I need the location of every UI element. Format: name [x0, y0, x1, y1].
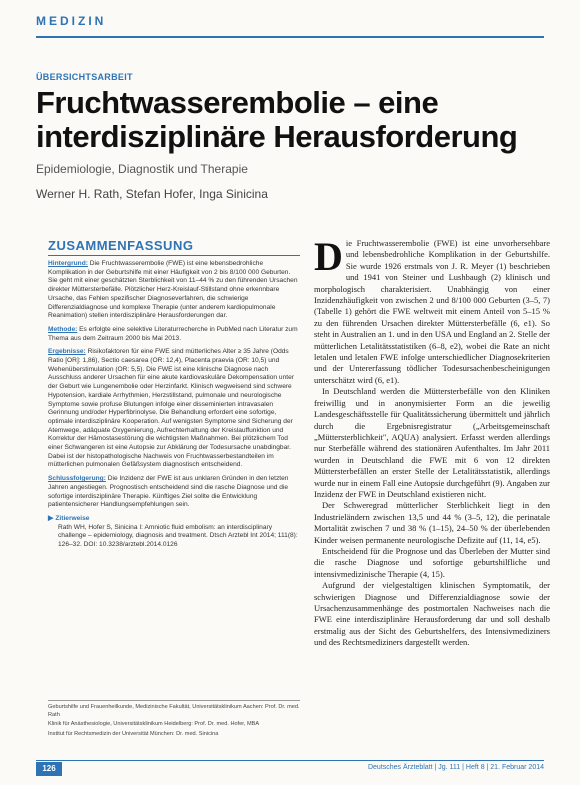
footnote: Klinik für Anästhesiologie, Universitätsklinikum Heidelberg: Prof. Dr. med. Hofer, MBA: [48, 721, 260, 728]
footnote-rule: [48, 700, 300, 701]
article-subtitle: Epidemiologie, Diagnostik und Therapie: [36, 162, 248, 176]
citation-text: Rath WH, Hofer S, Sinicina I: Amniotic fluid embolism: an interdisciplinary challenge – epidemiology, diagnosis and treatment. Dtsch Arztebl Int 2014; 111(8): 126–32. DOI: 10.3238/arztebl.2014.0126: [58, 523, 298, 549]
article-title: Fruchtwasserembolie – eine interdisziplinäre Herausforderung: [36, 85, 518, 154]
footer-rule: [36, 760, 544, 761]
summary-paragraph: [48, 260, 300, 321]
summary-text: Die Inzidenz der FWE ist aus unklaren Gründen in den letzten Jahren angestiegen. Prognostisch entscheidend sind die rasche Diagnose und die sofortige interdisziplinäre Therapie. Künftiges Ziel sollte die Entwicklung patientensicherer Handlungsempfehlungen sein.: [48, 475, 289, 509]
body-column: [314, 234, 550, 649]
body-paragraph: Aufgrund der vielgestaltigen klinischen Symptomatik, der schwierigen Diagnose und Differenzialdiagnose sowie der Ursachenzusammenhänge des postmortalen Nachweises nach die FWE eine interdisziplinäre Herausforderung dar und soll deshalb erstmalig aus der Sicht des Geburtshelfers, des Intensivmediziners und des Rechtsmediziners dargestellt werden.: [314, 580, 550, 648]
citation-label: ▶ Zitierweise: [48, 514, 90, 522]
summary-text: Risikofaktoren für eine FWE sind mütterliches Alter ≥ 35 Jahre (Odds Ratio [OR]: 1,86), Sectio caesarea (OR: 12,4), Placenta praevia (OR: 10,5) und Wehenüberstimulation (OR: 5,5). Die FWE ist eine klinische Diagnose nach Ausschluss anderer Ursachen für eine akute kardiovaskuläre Dekompensation unter der Geburt wie Lungenembolie oder Herzinfarkt. Klinisch wegweisend sind schwere Hypotension, kardiale Arrhythmien, Herzstillstand, pulmonale und neurologische Symptome sowie profuse Blutungen infolge einer disseminierten intravasalen Gerinnung und/oder Hyperfibrinolyse. Die Behandlung erfordert eine sofortige, optimale interdisziplinäre Kooperation. Auf wenigsten Symptome sind Sicherung der Atemwege, adäquate Oxygenierung, Aufrechterhaltung der Kreislauffunktion und Korrektur der Hämostasestörung die wichtigsten Maßnahmen. Bei plötzlichem Tod einer Schwangeren ist eine Autopsie zur Abklärung der Todesursache unabdingbar. Dabei ist der histopathologische Nachweis von Fruchtwasserbestandteilen im mütterlichen pulmonalen Gefäßsystem diagnostisch entscheidend.: [48, 348, 294, 469]
summary-text: Die Fruchtwasserembolie (FWE) ist eine lebensbedrohliche Komplikation in der Geburtshilfe mit einer Häufigkeit von 2 bis 8/100 000 Geburten. Sie geht mit einer geschätzten Sterblichkeit von 11–44 % zu den führenden Ursachen direkter Müttersterbefälle. Plötzlicher Herz-Kreislauf-Stillstand ohne erkennbare Ursache, das Fehlen spezifischer Diagnoseverfahren, die schwierige Differenzialdiagnose und komplexe Therapie (unter anderem kardiopulmonale Reanimation) stellen interdisziplinäre Herausforderungen dar.: [48, 260, 298, 320]
footnotes: [48, 704, 300, 740]
article-kicker: ÜBERSICHTSARBEIT: [36, 72, 133, 82]
page-number: 126: [36, 762, 62, 776]
body-paragraph: Die Fruchtwasserembolie (FWE) ist eine unvorhersehbare und lebensbedrohliche Komplikation in der Geburtshilfe. Sie wurde 1926 erstmals von J. R. Meyer (1) beschrieben und 1941 von Steiner und Lushbaugh (2) klinisch und morphologisch charakterisiert. Unabhängig von einer Inzidenzhäufigkeit von zwischen 2 und 8/100 000 Geburten (3–5, 7) (Tabelle 1) gehört die FWE weltweit mit einem Anteil von 5–15 % zu den führenden Ursachen direkter Müttersterbefälle (6, e1). So steht in Australien an 1. und in den USA und England an 2. Stelle der mütterlichen Letalitätsstatistiken (6–8, e2), wobei die Rate an nicht letalen und letalen FWE infolge unterschiedlicher Diagnosekriterien und der Untererfassung tödlicher Todesursachenbescheinigungen unterschätzt wird (6, e1).: [314, 234, 550, 385]
summary-paragraph: [48, 475, 300, 510]
summary-label: Ergebnisse:: [48, 348, 86, 356]
body-paragraph: Der Schweregrad mütterlicher Sterblichkeit liegt in den Industrieländern zwischen 13,5 und 44 % (3–5, 12), die perinatale Mortalität zwischen 7 und 38 % (1–15), 24–50 % der überlebenden Kinder weisen permanente neurologische Defizite auf (11, 14, e5).: [314, 500, 550, 545]
summary-label: Schlussfolgerung:: [48, 475, 106, 483]
drop-cap: D: [314, 234, 343, 279]
triangle-icon: ▶: [48, 514, 54, 522]
summary-label: Hintergrund:: [48, 260, 88, 267]
footnote: Institut für Rechtsmedizin der Universität München: Dr. med. Sinicina: [48, 730, 219, 737]
summary-paragraph: [48, 348, 300, 470]
summary-label: Methode:: [48, 325, 78, 333]
section-label: MEDIZIN: [36, 14, 107, 28]
citation-block: [48, 515, 300, 550]
summary-column: [48, 238, 300, 550]
body-paragraph: In Deutschland werden die Müttersterbefälle von den Kliniken freiwillig und in anonymisierter Form an die jeweilig Landesgeschäftsstelle für Qualitätssicherung übermittelt und jährlich durch die Ergebnisregistratur („Arbeitsgemeinschaft „Müttersterblichkeit", AQUA) analysiert. Erfasst werden allerdings nur Sterbefälle während des stationären Aufenthaltes. Im Jahr 2011 wurden in Deutschland die FWE mit 6 von 12 direkten Müttersterbefällen an erster Stelle der Letalitätsstatistik, allerdings wurde nur in einem Fall eine Autopsie durchgeführt (9). Angaben zur Inzidenz der FWE in Deutschland existieren nicht.: [314, 386, 550, 499]
summary-paragraph: [48, 326, 300, 343]
footnote: Geburtshilfe und Frauenheilkunde, Medizinische Fakultät, Universitätsklinikum Aachen: Prof. Dr. med. Rath: [48, 704, 300, 718]
summary-heading: ZUSAMMENFASSUNG: [48, 238, 300, 256]
summary-text: Es erfolgte eine selektive Literaturrecherche in PubMed nach Literatur zum Thema aus dem Zeitraum 2000 bis Mai 2013.: [48, 325, 298, 342]
section-rule: [36, 36, 544, 38]
article-authors: Werner H. Rath, Stefan Hofer, Inga Sinicina: [36, 187, 268, 201]
journal-footer: Deutsches Ärzteblatt | Jg. 111 | Heft 8 | 21. Februar 2014: [367, 764, 544, 771]
body-paragraph: Entscheidend für die Prognose und das Überleben der Mutter sind die rasche Diagnose und sofortige geburtshilfliche und intensivmedizinische Therapie (4, 15).: [314, 545, 550, 579]
